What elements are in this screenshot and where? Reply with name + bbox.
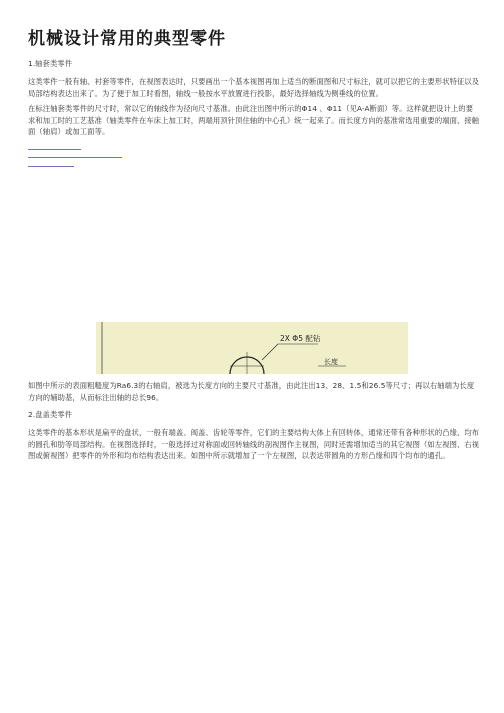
figure-annotation: 2X Φ5 配钻 [280,334,321,343]
section-heading-shaft: 1.轴套类零件 [28,59,73,68]
page-title: 机械设计常用的典型零件 [28,29,226,49]
shaft-drawing-svg [96,322,408,374]
paragraph-shaft-dimensions: 在标注轴套类零件的尺寸时，常以它的轴线作为径向尺寸基准。由此注出图中所示的Φ14 、Φ11（见A-A断面）等。这样就把设计上的要求和加工时的工艺基准（轴类零件在车床上加工时，两端用顶针顶住轴的中心孔）统一起来了。而长度方向的基准常选用重要的端面、接触面（轴肩）或加工面等。 [28,104,480,136]
divider-line [28,166,74,167]
paragraph-shaft-datum: 如图中所示的表面粗糙度为Ra6.3的右轴肩，被选为长度方向的主要尺寸基准，由此注出13、28、1.5和26.5等尺寸；再以右轴端为长度方向的辅助基，从而标注出轴的总长96。 [28,381,475,402]
technical-drawing [96,322,408,374]
figure-annotation-2: 长度 [324,358,338,366]
paragraph-disk-views: 这类零件的基本形状是扁平的盘状，一般有端盖、阀盖、齿轮等零件，它们的主要结构大体上有回转体，通常还带有各种形状的凸缘、均布的圆孔和肋等局部结构。在视图选择时，一般选择过对称面或回转轴线的剖视图作主视图，同时还需增加适当的其它视图（如左视图、右视图或俯视图）把零件的外形和均布结构表达出来。如图中所示就增加了一个左视图，以表达带圆角的方形凸缘和四个均布的通孔。 [28,428,480,460]
divider-line [28,149,81,150]
section-heading-disk: 2.盘盖类零件 [28,410,73,419]
divider-line [28,157,122,158]
paragraph-shaft-views: 这类零件一般有轴、衬套等零件，在视图表达时，只要画出一个基本视图再加上适当的断面图和尺寸标注，就可以把它的主要形状特征以及局部结构表达出来了。为了便于加工时看图，轴线一般按水平放置进行投影，最好选择轴线为侧垂线的位置。 [28,77,480,98]
